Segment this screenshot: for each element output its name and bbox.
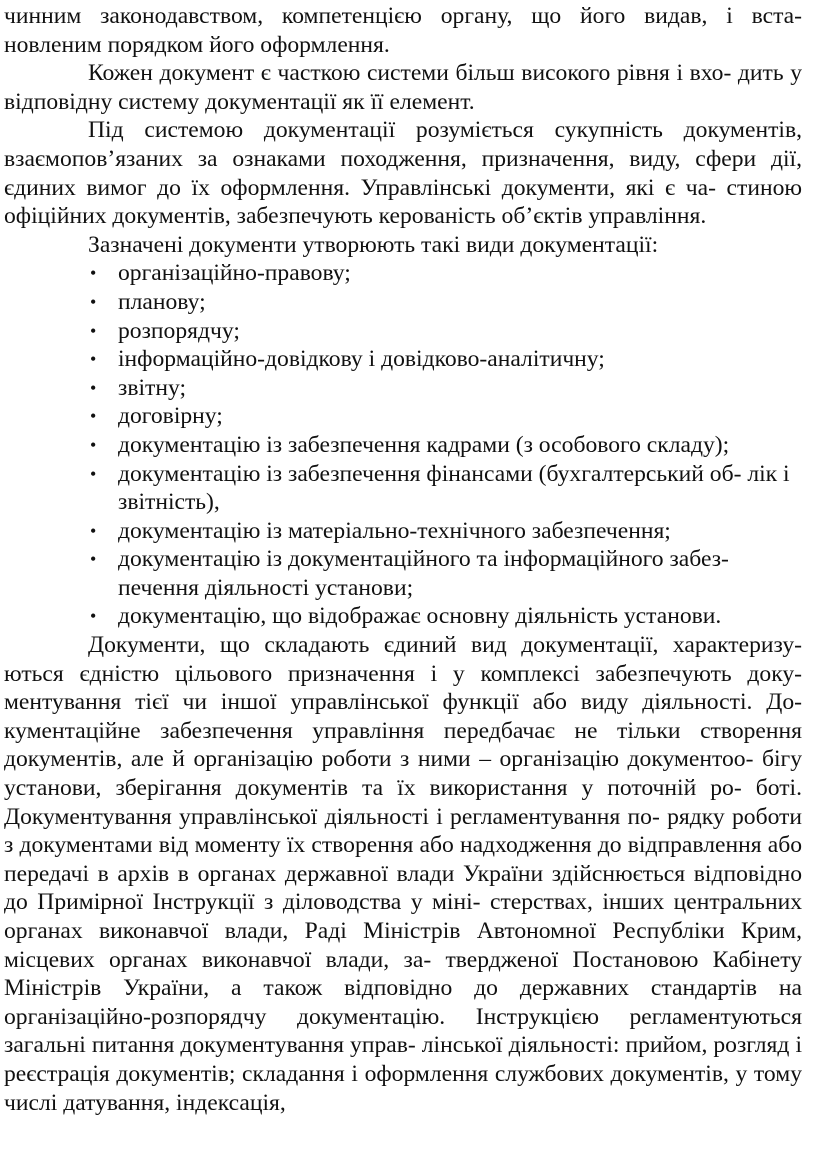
bullet-icon: • [90, 606, 97, 627]
list-item-text: договірну; [118, 403, 223, 430]
list-item-text: звітну; [118, 374, 186, 401]
list-item [90, 345, 802, 374]
bullet-icon: • [90, 434, 97, 455]
list-item [90, 545, 802, 602]
documentation-types-list [4, 259, 802, 631]
list-item-text: документацію із забезпечення фінансами (бухгалтерський об- лік і звітність), [118, 460, 790, 516]
bullet-icon: • [90, 291, 97, 312]
list-item [90, 288, 802, 317]
bullet-icon: • [90, 377, 97, 398]
list-item-text: документацію, що відображає основну діяльність установи. [118, 603, 722, 630]
paragraph-continuation: чинним законодавством, компетенцією органу, що його видав, і вста- новленим порядком його оформлення. [4, 3, 802, 58]
bullet-icon: • [90, 320, 97, 341]
paragraph-documentation-definition: Під системою документації розуміється сукупність документів, взаємопов’язаних за ознаками походження, призначення, виду, сфери дії, єдиних вимог до їх оформлення. Управлінські документи, які є ча- стиною офіційних документів, забезпечують керованість об’єктів управління. [4, 117, 802, 230]
bullet-icon: • [90, 406, 97, 427]
bullet-icon: • [90, 349, 97, 370]
list-item-text: організаційно-правову; [118, 260, 351, 287]
list-item-text: документацію із матеріально-технічного забезпечення; [118, 517, 671, 544]
list-item-text: інформаційно-довідкову і довідково-аналітичну; [118, 346, 605, 373]
paragraph-documentation-support: Документи, що складають єдиний вид документації, характеризу- ються єдністю цільового призначення і у комплексі забезпечують доку- ментування тієї чи іншої управлінської функції або виду діяльності. До- кументаційне забезпечення управління передбачає не тільки створення документів, але й організацію роботи з ними – організацію документоо- бігу установи, зберігання документів та їх використання у поточній ро- боті. Документування управлінської діяльності і регламентування по- рядку роботи з документами від моменту їх створення або надходження до відправлення або передачі в архів в органах державної влади України здійснюється відповідно до Примірної Інструкції з діловодства у міні- стерствах, інших центральних органах виконавчої влади, Раді Міністрів Автономної Республіки Крим, місцевих органах виконавчої влади, за- твердженої Постановою Кабінету Міністрів України, а також відповідно до державних стандартів на організаційно-розпорядчу документацію. Інструкцією регламентуються загальні питання документування управ- лінської діяльності: прийом, розгляд і реєстрація документів; складання і оформлення службових документів, у тому числі датування, індексація, [4, 632, 802, 1116]
bullet-icon: • [90, 263, 97, 284]
list-item [90, 402, 802, 431]
paragraph-document-system: Кожен документ є часткою системи більш високого рівня і вхо- дить у відповідну систему документації як її елемент. [4, 60, 802, 115]
list-item [90, 517, 802, 546]
list-item [90, 431, 802, 460]
list-item [90, 259, 802, 288]
list-item [90, 374, 802, 403]
list-item [90, 460, 802, 517]
bullet-icon: • [90, 463, 97, 484]
list-item-text: планову; [118, 288, 206, 315]
list-item [90, 602, 802, 631]
list-intro: Зазначені документи утворюють такі види документації: [88, 231, 659, 258]
list-item-text: розпорядчу; [118, 317, 240, 344]
bullet-icon: • [90, 549, 97, 570]
list-item-text: документацію із забезпечення кадрами (з особового складу); [118, 431, 730, 458]
list-item-text: документацію із документаційного та інформаційного забез- печення діяльності установи; [118, 546, 729, 601]
list-item [90, 317, 802, 346]
bullet-icon: • [90, 520, 97, 541]
